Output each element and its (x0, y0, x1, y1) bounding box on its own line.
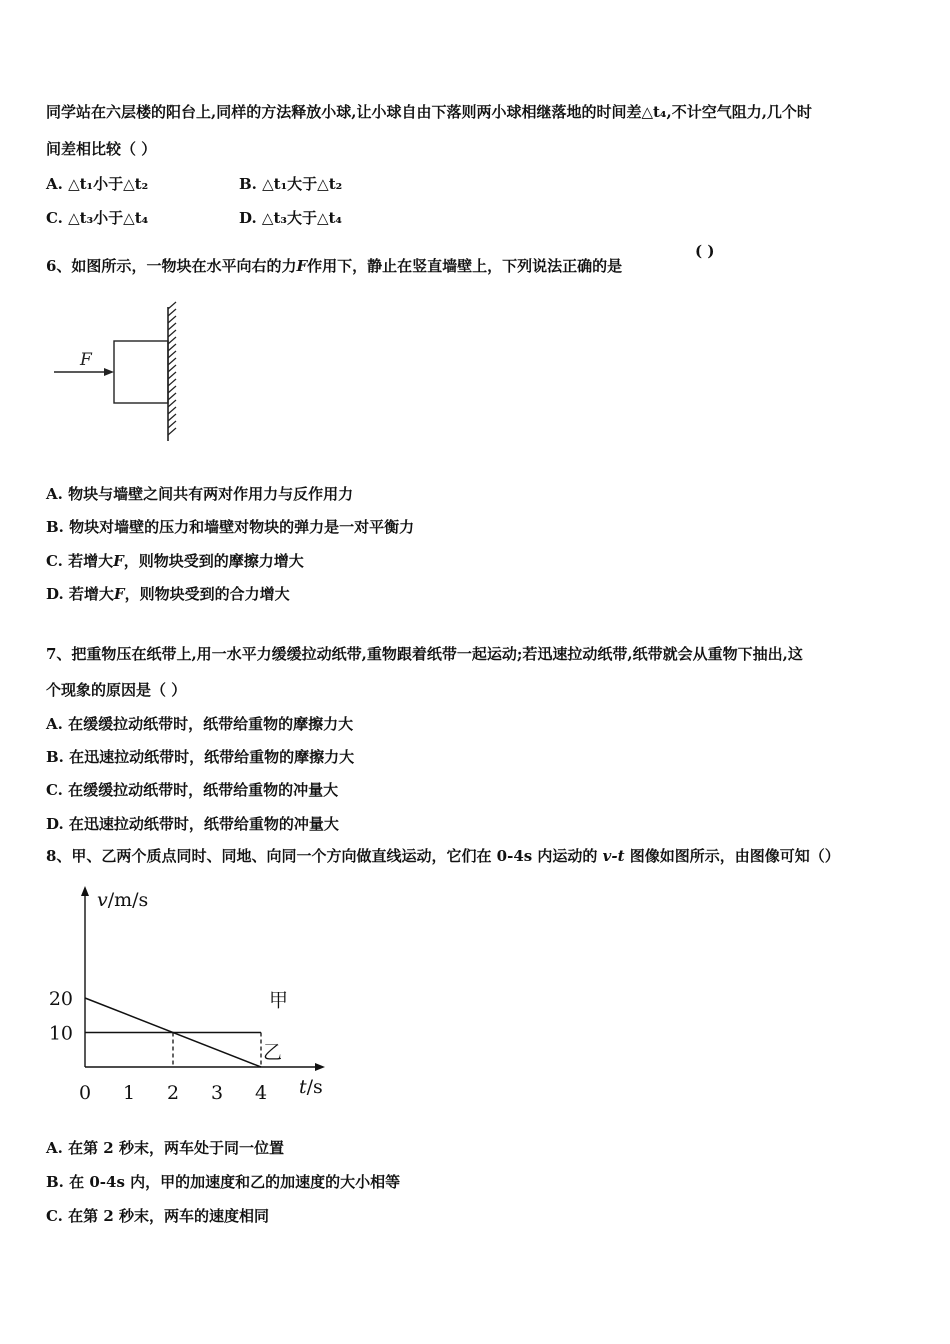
q7-option-d[interactable]: D. 在迅速拉动纸带时，纸带给重物的冲量大 (46, 815, 339, 833)
hatch-line (168, 428, 176, 435)
hatch-line (168, 302, 176, 309)
wall-hatching (168, 302, 176, 435)
q6-answer-paren: ( ) (695, 242, 715, 260)
q6-force-figure (50, 305, 190, 445)
q6-option-d[interactable]: D. 若增大F，则物块受到的合力增大 (46, 585, 290, 603)
y-axis-arrowhead (81, 886, 89, 896)
hatch-line (168, 407, 176, 414)
hatch-line (168, 344, 176, 351)
vt-chart (40, 880, 340, 1110)
hatch-line (168, 414, 176, 421)
hatch-line (168, 351, 176, 358)
x-tick-label: 3 (210, 1082, 224, 1104)
series-label-jia: 甲 (269, 989, 289, 1012)
q6-option-c[interactable]: C. 若增大F，则物块受到的摩擦力增大 (46, 552, 304, 570)
hatch-line (168, 365, 176, 372)
x-tick-label: 4 (254, 1082, 268, 1104)
hatch-line (168, 372, 176, 379)
y-tick-label: 10 (48, 1022, 73, 1045)
x-tick-label: 1 (122, 1082, 136, 1104)
force-label: F (80, 350, 92, 370)
q8-option-b[interactable]: B. 在 0-4s 内，甲的加速度和乙的加速度的大小相等 (46, 1173, 401, 1191)
hatch-line (168, 323, 176, 330)
hatch-line (168, 316, 176, 323)
q5-line1: 同学站在六层楼的阳台上,同样的方法释放小球,让小球自由下落则两小球相继落地的时间差△t₄,不计空气阻力,几个时 (46, 103, 812, 121)
q5-option-b[interactable]: B. △t₁大于△t₂ (239, 175, 343, 193)
hatch-line (168, 358, 176, 365)
x-axis-label: t/s (299, 1076, 323, 1098)
q8-option-a[interactable]: A. 在第 2 秒末，两车处于同一位置 (46, 1139, 284, 1157)
y-axis-label: v/m/s (97, 889, 149, 911)
hatch-line (168, 337, 176, 344)
block (114, 341, 168, 403)
hatch-line (168, 330, 176, 337)
q7-option-a[interactable]: A. 在缓缓拉动纸带时，纸带给重物的摩擦力大 (46, 715, 354, 733)
q5-line2: 间差相比较（ ） (46, 140, 157, 158)
q5-option-d[interactable]: D. △t₃大于△t₄ (239, 209, 342, 227)
q7-option-b[interactable]: B. 在迅速拉动纸带时，纸带给重物的摩擦力大 (46, 748, 355, 766)
q7-option-c[interactable]: C. 在缓缓拉动纸带时，纸带给重物的冲量大 (46, 781, 339, 799)
q5-option-a[interactable]: A. △t₁小于△t₂ (46, 175, 149, 193)
y-tick-label: 20 (48, 988, 73, 1010)
q6-stem: 6、如图所示，一物块在水平向右的力F作用下，静止在竖直墙壁上，下列说法正确的是 (46, 257, 623, 275)
hatch-line (168, 309, 176, 316)
x-tick-label: 0 (78, 1082, 92, 1104)
q6-option-a[interactable]: A. 物块与墙壁之间共有两对作用力与反作用力 (46, 485, 354, 503)
q7-line2: 个现象的原因是（ ） (46, 681, 187, 699)
hatch-line (168, 421, 176, 428)
hatch-line (168, 400, 176, 407)
hatch-line (168, 379, 176, 386)
q6-option-b[interactable]: B. 物块对墙壁的压力和墙壁对物块的弹力是一对平衡力 (46, 518, 415, 536)
series-label-yi: 乙 (263, 1041, 283, 1064)
q5-option-c[interactable]: C. △t₃小于△t₄ (46, 209, 149, 227)
force-arrowhead (104, 368, 114, 376)
hatch-line (168, 386, 176, 393)
q7-line1: 7、把重物压在纸带上,用一水平力缓缓拉动纸带,重物跟着纸带一起运动;若迅速拉动纸带,纸带就会从重物下抽出,这 (46, 645, 803, 663)
q8-stem: 8、甲、乙两个质点同时、同地、向同一个方向做直线运动，它们在 0-4s 内运动的 v-t 图像如图所示，由图像可知（） (46, 847, 840, 865)
x-axis-arrowhead (315, 1063, 325, 1071)
q8-option-c[interactable]: C. 在第 2 秒末，两车的速度相同 (46, 1207, 270, 1225)
hatch-line (168, 393, 176, 400)
x-tick-label: 2 (166, 1082, 180, 1104)
